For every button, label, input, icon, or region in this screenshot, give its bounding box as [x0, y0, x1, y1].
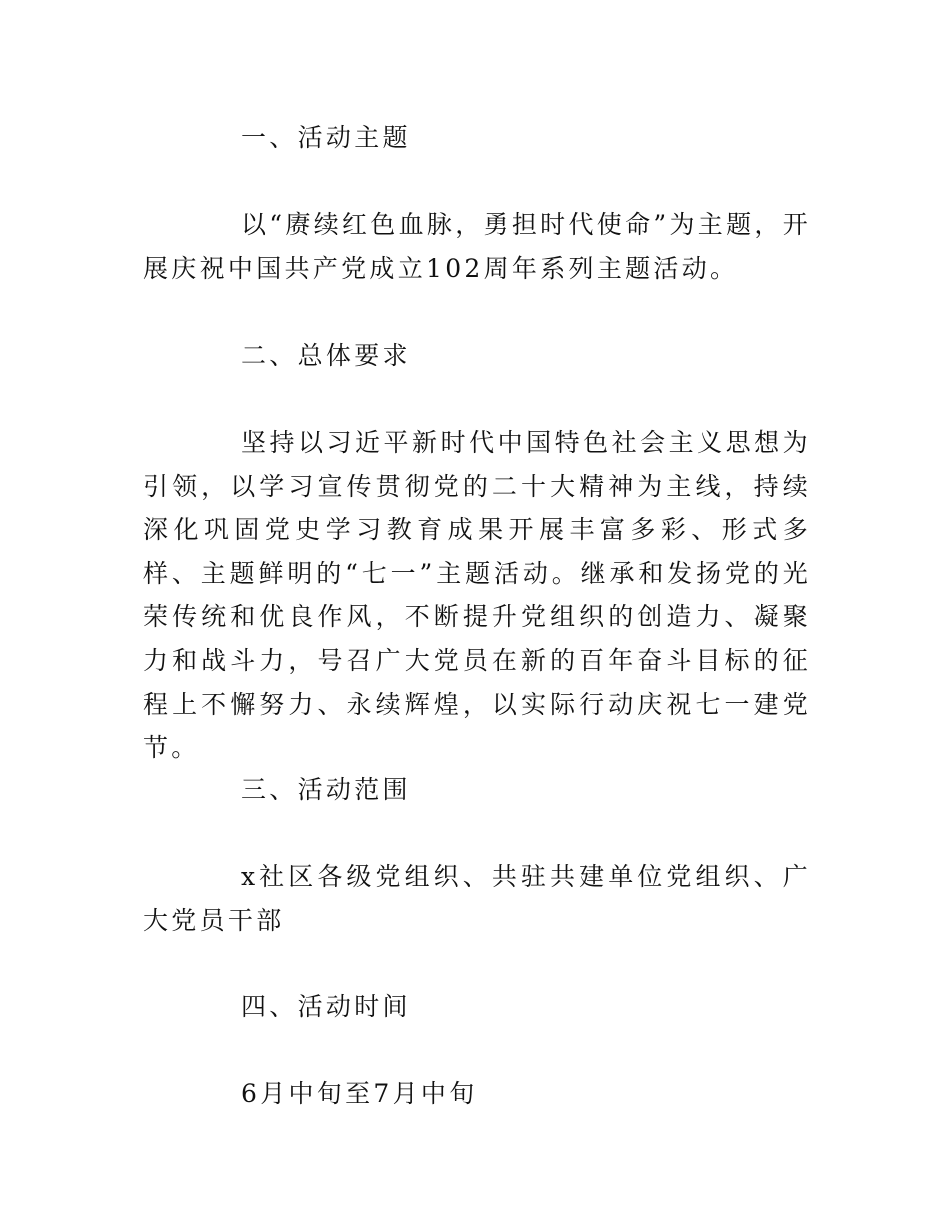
section-heading-scope: 三、活动范围 — [241, 775, 411, 804]
section-heading-time: 四、活动时间 — [241, 992, 411, 1021]
section-body-time: 6月中旬至7月中旬 — [241, 1079, 478, 1108]
section-body-requirements: 坚持以习近平新时代中国特色社会主义思想为引领，以学习宣传贯彻党的二十大精神为主线，持续深化巩固党史学习教育成果开展丰富多彩、形式多样、主题鲜明的“七一”主题活动。继承和发扬党的光荣传统和优良作风，不断提升党组织的创造力、凝聚力和战斗力，号召广大党员在新的百年奋斗目标的征程上不懈努力、永续辉煌，以实际行动庆祝七一建党节。 — [143, 428, 811, 763]
section-body-scope: x社区各级党组织、共驻共建单位党组织、广大党员干部 — [143, 862, 811, 935]
section-heading-requirements: 二、总体要求 — [241, 341, 411, 370]
section-body-theme: 以“赓续红色血脉，勇担时代使命”为主题，开展庆祝中国共产党成立102周年系列主题活动。 — [143, 210, 811, 283]
section-heading-theme: 一、活动主题 — [241, 123, 411, 152]
